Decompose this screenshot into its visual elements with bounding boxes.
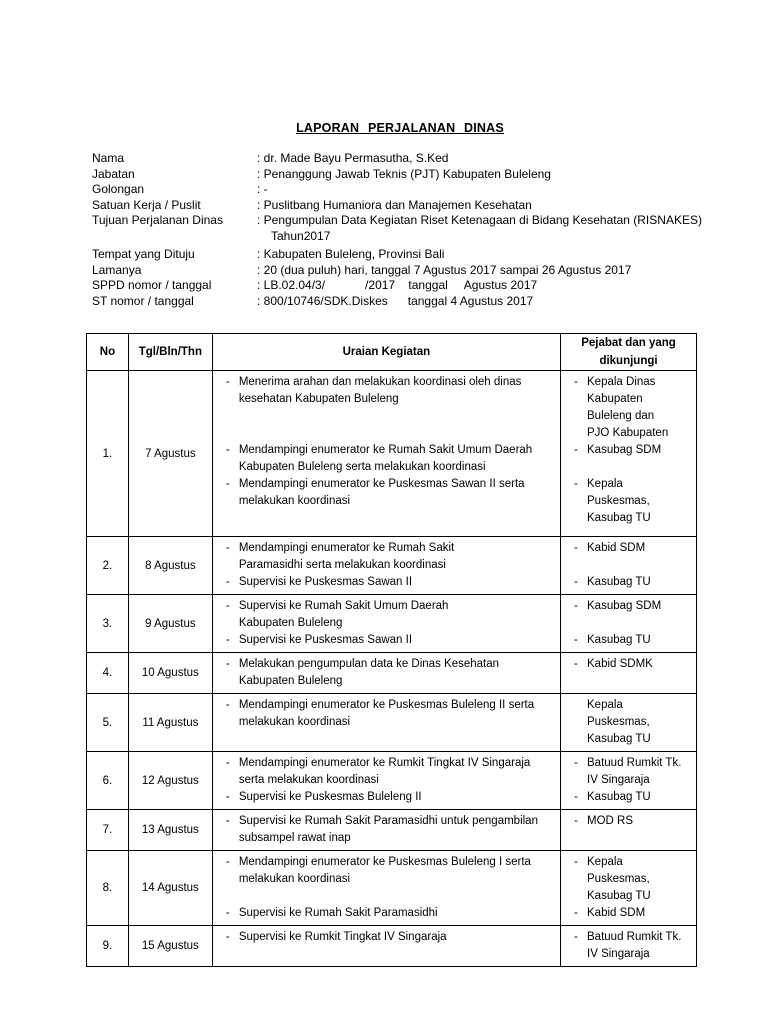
row-no: 1. xyxy=(87,371,129,537)
info-row-sppd xyxy=(92,278,712,294)
row-no: 2. xyxy=(87,537,129,595)
header-uraian: Uraian Kegiatan xyxy=(212,334,560,371)
info-label: Tujuan Perjalanan Dinas xyxy=(92,213,223,227)
row-date: 12 Agustus xyxy=(128,752,212,810)
activity-item: - Mendampingi enumerator ke Rumah Sakit Umum Daerah Kabupaten Buleleng serta melakukan koordinasi xyxy=(213,442,554,476)
activity-list xyxy=(213,851,560,925)
info-label: Tempat yang Dituju xyxy=(92,247,195,261)
activity-list xyxy=(213,810,560,850)
official-item: - Kasubag SDM xyxy=(561,598,690,615)
activity-item: - Mendampingi enumerator ke Puskesmas Sawan II serta melakukan koordinasi xyxy=(213,476,554,510)
info-label: SPPD nomor / tanggal xyxy=(92,278,212,292)
activity-list xyxy=(213,653,560,693)
info-label: Satuan Kerja / Puslit xyxy=(92,197,201,212)
info-value: : LB.02.04/3/ /2017 tanggal Agustus 2017 xyxy=(257,278,538,292)
official-item: - Batuud Rumkit Tk. IV Singaraja xyxy=(561,755,694,789)
row-no: 3. xyxy=(87,595,129,653)
info-row-st xyxy=(92,294,712,310)
row-date: 14 Agustus xyxy=(128,851,212,926)
header-pejabat-line: Pejabat dan yang xyxy=(581,337,676,349)
row-officials xyxy=(561,926,697,967)
header-pejabat-line: dikunjungi xyxy=(599,355,658,367)
info-value: : - xyxy=(257,182,268,196)
row-no: 5. xyxy=(87,694,129,752)
info-row-satuan-kerja xyxy=(92,198,712,214)
info-value-line: : Pengumpulan Data Kegiatan Riset Ketenagaan di Bidang Kesehatan (RISNAKES) xyxy=(257,213,702,227)
info-row-tempat xyxy=(92,247,712,263)
info-label: Golongan xyxy=(92,182,145,196)
official-item: - Kabid SDM xyxy=(561,540,690,557)
document-title-text: LAPORAN PERJALANAN DINAS xyxy=(296,121,504,135)
row-officials xyxy=(561,694,697,752)
info-row-jabatan xyxy=(92,167,712,183)
row-activities xyxy=(212,537,560,595)
activity-item: - Supervisi ke Rumkit Tingkat IV Singaraja xyxy=(213,929,554,946)
official-item: - Kepala Puskesmas, Kasubag TU xyxy=(561,476,674,527)
header-pejabat xyxy=(561,334,697,371)
activity-item: - Supervisi ke Rumah Sakit Umum Daerah Kabupaten Buleleng xyxy=(213,598,500,632)
row-officials xyxy=(561,537,697,595)
row-date: 8 Agustus xyxy=(128,537,212,595)
info-value xyxy=(257,213,712,244)
table-row xyxy=(87,653,697,694)
row-date: 11 Agustus xyxy=(128,694,212,752)
row-activities xyxy=(212,371,560,537)
activity-item: - Mendampingi enumerator ke Puskesmas Buleleng I serta melakukan koordinasi xyxy=(213,854,546,888)
row-date: 9 Agustus xyxy=(128,595,212,653)
row-date: 10 Agustus xyxy=(128,653,212,694)
info-value-line: Tahun2017 xyxy=(271,228,331,243)
row-activities xyxy=(212,810,560,851)
info-value: : 20 (dua puluh) hari, tanggal 7 Agustus 2017 sampai 26 Agustus 2017 xyxy=(257,262,632,277)
activity-item: - Mendampingi enumerator ke Rumah Sakit Paramasidhi serta melakukan koordinasi xyxy=(213,540,510,574)
activity-item: - Mendampingi enumerator ke Rumkit Tingkat IV Singaraja serta melakukan koordinasi xyxy=(213,755,556,789)
table-row xyxy=(87,537,697,595)
official-list xyxy=(561,694,696,751)
info-label: Nama xyxy=(92,151,125,165)
official-item: - Kasubag TU xyxy=(561,574,690,591)
official-item: Kepala Puskesmas, Kasubag TU xyxy=(587,699,651,745)
info-value: : Puslitbang Humaniora dan Manajemen Kesehatan xyxy=(257,197,532,212)
row-activities xyxy=(212,926,560,967)
activity-item: - Menerima arahan dan melakukan koordinasi oleh dinas kesehatan Kabupaten Buleleng xyxy=(213,374,554,408)
official-item: - Kabid SDM xyxy=(561,905,666,922)
row-no: 7. xyxy=(87,810,129,851)
official-list xyxy=(561,653,696,676)
header-no: No xyxy=(87,334,129,371)
row-activities xyxy=(212,851,560,926)
row-officials xyxy=(561,752,697,810)
table-row xyxy=(87,752,697,810)
official-item: - Kepala Dinas Kabupaten Buleleng dan PJO Kabupaten xyxy=(561,374,674,442)
row-officials xyxy=(561,595,697,653)
row-date: 15 Agustus xyxy=(128,926,212,967)
official-item: - Kasubag SDM xyxy=(561,442,674,459)
official-list xyxy=(561,595,696,652)
activity-item: - Supervisi ke Puskesmas Sawan II xyxy=(213,632,500,649)
activity-item: - Supervisi ke Rumah Sakit Paramasidhi untuk pengambilan subsampel rawat inap xyxy=(213,813,558,847)
document-title xyxy=(0,121,768,135)
info-value: : Kabupaten Buleleng, Provinsi Bali xyxy=(257,247,445,261)
row-activities xyxy=(212,595,560,653)
info-value: : Penanggung Jawab Teknis (PJT) Kabupaten Buleleng xyxy=(257,166,551,181)
row-activities xyxy=(212,653,560,694)
activity-item: - Supervisi ke Puskesmas Buleleng II xyxy=(213,789,556,806)
info-block xyxy=(92,151,712,309)
row-officials xyxy=(561,371,697,537)
official-item: - Kabid SDMK xyxy=(561,656,690,673)
row-date: 7 Agustus xyxy=(128,371,212,537)
activity-list xyxy=(213,752,560,809)
official-list xyxy=(561,371,696,530)
activity-item: - Supervisi ke Puskesmas Sawan II xyxy=(213,574,510,591)
activity-item: - Supervisi ke Rumah Sakit Paramasidhi xyxy=(213,905,546,922)
row-officials xyxy=(561,810,697,851)
official-list xyxy=(561,851,696,925)
row-activities xyxy=(212,752,560,810)
table-row xyxy=(87,371,697,537)
info-value: : 800/10746/SDK.Diskes tanggal 4 Agustus 2017 xyxy=(257,293,534,308)
info-row-nama xyxy=(92,151,712,167)
row-officials xyxy=(561,851,697,926)
activity-item: - Melakukan pengumpulan data ke Dinas Kesehatan Kabupaten Buleleng xyxy=(213,656,510,690)
official-list xyxy=(561,537,696,594)
official-list xyxy=(561,810,696,833)
activity-list xyxy=(213,371,560,513)
table-row xyxy=(87,851,697,926)
info-label: Jabatan xyxy=(92,166,135,181)
table-row xyxy=(87,595,697,653)
table-row xyxy=(87,926,697,967)
row-activities xyxy=(212,694,560,752)
row-no: 4. xyxy=(87,653,129,694)
activity-item: - Mendampingi enumerator ke Puskesmas Buleleng II serta melakukan koordinasi xyxy=(213,697,552,731)
info-value: : dr. Made Bayu Permasutha, S.Ked xyxy=(257,151,449,165)
activity-list xyxy=(213,926,560,949)
row-date: 13 Agustus xyxy=(128,810,212,851)
official-item: - Kasubag TU xyxy=(561,789,694,806)
info-label: Lamanya xyxy=(92,262,142,277)
info-row-golongan xyxy=(92,182,712,198)
info-row-tujuan xyxy=(92,213,712,244)
official-list xyxy=(561,752,696,809)
table-row xyxy=(87,810,697,851)
activity-list xyxy=(213,694,560,734)
info-row-lamanya xyxy=(92,263,712,279)
row-no: 8. xyxy=(87,851,129,926)
activity-list xyxy=(213,537,560,594)
official-item: - Kepala Puskesmas, Kasubag TU xyxy=(561,854,666,905)
official-item: - MOD RS xyxy=(561,813,690,830)
row-no: 6. xyxy=(87,752,129,810)
header-tgl: Tgl/Bln/Thn xyxy=(128,334,212,371)
activity-list xyxy=(213,595,560,652)
table-row xyxy=(87,694,697,752)
activity-table xyxy=(86,333,697,967)
official-item: - Kasubag TU xyxy=(561,632,690,649)
official-list xyxy=(561,926,696,966)
table-header-row xyxy=(87,334,697,371)
info-label: ST nomor / tanggal xyxy=(92,293,194,308)
row-officials xyxy=(561,653,697,694)
row-no: 9. xyxy=(87,926,129,967)
official-item: - Batuud Rumkit Tk. IV Singaraja xyxy=(561,929,694,963)
